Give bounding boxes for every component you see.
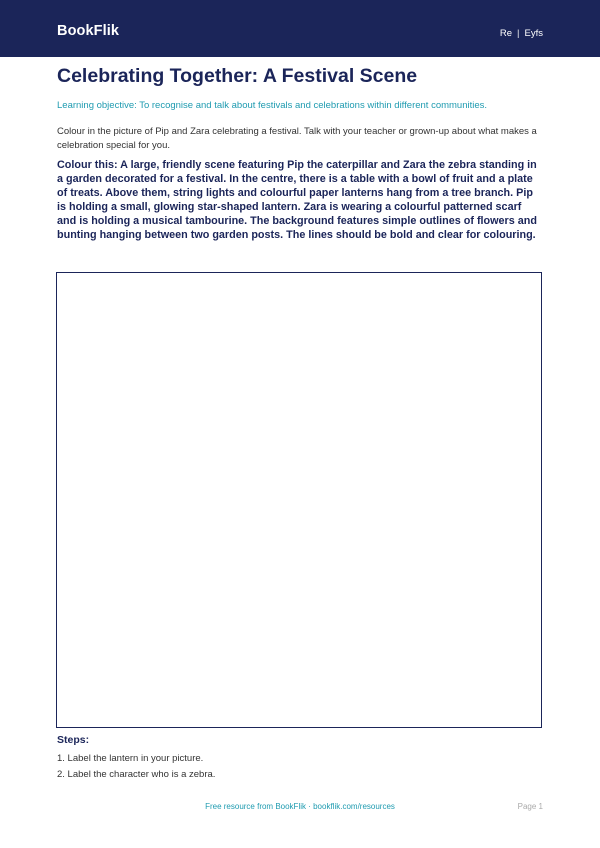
colouring-prompt: Colour this: A large, friendly scene featuring Pip the caterpillar and Zara the zebra standing in a garden decorated for a festival. In the centre, there is a table with a bowl of fruit and a plate of treats. Above them, string lights and colourful paper lanterns hang from a tree branch. Pip is holding a small, glowing star-shaped lantern. Zara is wearing a colourful patterned scarf and is holding a musical tambourine. The background features simple outlines of flowers and bunting hanging between two garden posts. The lines should be bold and clear for colouring. (57, 159, 537, 241)
meta-separator: | (517, 28, 520, 39)
subject-label: Re (499, 28, 513, 39)
brand-logo-text[interactable]: BookFlik (57, 23, 120, 39)
worksheet-title: Celebrating Together: A Festival Scene (57, 65, 418, 87)
steps-list (57, 751, 215, 783)
page-number: Page 1 (517, 802, 543, 811)
step-item: 1. Label the lantern in your picture. (57, 753, 204, 764)
drawing-area[interactable] (56, 272, 542, 728)
header-meta (500, 28, 543, 39)
learning-objective: Learning objective: To recognise and talk about festivals and celebrations within different communities. (57, 100, 488, 111)
instructions-text: Colour in the picture of Pip and Zara celebrating a festival. Talk with your teacher or grown-up about what makes a celebration special for you. (57, 126, 537, 151)
steps-heading: Steps: (57, 734, 90, 746)
level-label: Eyfs (524, 28, 543, 39)
page-header (0, 0, 600, 57)
footer-credit[interactable]: Free resource from BookFlik · bookflik.com/resources (205, 802, 395, 811)
step-item: 2. Label the character who is a zebra. (57, 769, 216, 780)
